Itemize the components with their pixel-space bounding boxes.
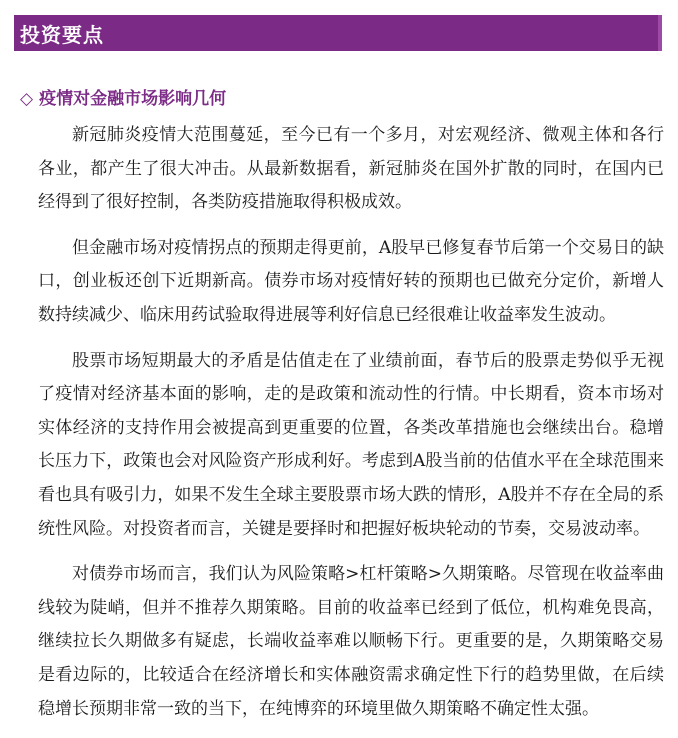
page-title: 投资要点: [20, 23, 104, 47]
paragraph-3: 股票市场短期最大的矛盾是估值走在了业绩前面，春节后的股票走势似乎无视了疫情对经济基本面的影响，走的是政策和流动性的行情。中长期看，资本市场对实体经济的支持作用会被提高到更重要的位置，各类改革措施也会继续出台。稳增长压力下，政策也会对风险资产形成利好。考虑到A股当前的估值水平在全球范围来看也具有吸引力，如果不发生全球主要股票市场大跌的情形，A股并不存在全局的系统性风险。对投资者而言，关键是要择时和把握好板块轮动的节奏，交易波动率。: [38, 350, 664, 539]
paragraph-4: 对债券市场而言，我们认为风险策略>杠杆策略>久期策略。尽管现在收益率曲线较为陡峭，但并不推荐久期策略。目前的收益率已经到了低位，机构难免畏高，继续拉长久期做多有疑虑，长端收益率难以顺畅下行。更重要的是，久期策略交易是看边际的，比较适合在经济增长和实体融资需求确定性下行的趋势里做，在后续稳增长预期非常一致的当下，在纯博弈的环境里做久期策略不确定性太强。: [38, 564, 664, 719]
article-body: [38, 119, 664, 738]
paragraph-2: 但金融市场对疫情拐点的预期走得更前，A股早已修复春节后第一个交易日的缺口，创业板还创下近期新高。债券市场对疫情好转的预期也已做充分定价，新增人数持续减少、临床用药试验取得进展等利好信息已经很难让收益率发生波动。: [38, 237, 664, 325]
header-bar: [14, 15, 662, 51]
section-title: 疫情对金融市场影响几何: [39, 89, 227, 109]
section-heading: [20, 84, 226, 109]
diamond-icon: ◇: [20, 89, 34, 109]
paragraph-1: 新冠肺炎疫情大范围蔓延，至今已有一个多月，对宏观经济、微观主体和各行各业，都产生了很大冲击。从最新数据看，新冠肺炎在国外扩散的同时，在国内已经得到了很好控制，各类防疫措施取得积极成效。: [38, 125, 664, 213]
